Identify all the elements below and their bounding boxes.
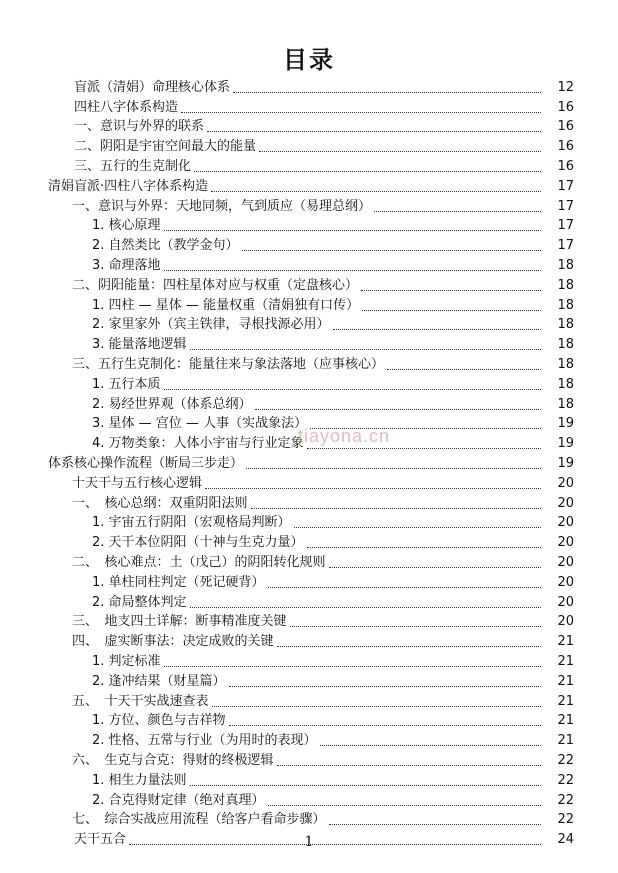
dot-leader xyxy=(307,447,541,449)
toc-entry-title: 四、 虚实断事法：决定成败的关键 xyxy=(72,634,274,650)
toc-entry-title: 2. 天干本位阴阳（十神与生克力量） xyxy=(92,535,304,551)
dot-leader xyxy=(277,645,541,647)
toc-entry-page: 20 xyxy=(557,515,574,531)
toc-entry[interactable] xyxy=(0,195,618,215)
dot-leader xyxy=(329,566,541,568)
dot-leader xyxy=(190,784,541,786)
toc-entry-page: 22 xyxy=(557,772,574,788)
toc-entry[interactable] xyxy=(0,373,618,393)
dot-leader xyxy=(164,269,541,271)
toc-entry[interactable] xyxy=(0,512,618,532)
dot-leader xyxy=(259,150,541,152)
toc-entry[interactable] xyxy=(0,650,618,670)
toc-entry[interactable] xyxy=(0,314,618,334)
dot-leader xyxy=(190,606,541,608)
dot-leader xyxy=(207,130,541,132)
toc-entry-title: 二、阴阳能量：四柱星体对应与权重（定盘核心） xyxy=(72,277,359,293)
toc-entry-title: 1. 单柱同柱判定（死记硬背） xyxy=(92,574,265,590)
toc-entry[interactable] xyxy=(0,531,618,551)
toc-entry-page: 16 xyxy=(557,158,574,174)
toc-entry[interactable] xyxy=(0,274,618,294)
dot-leader xyxy=(255,408,541,410)
toc-entry-title: 1. 四柱 — 星体 — 能量权重（清娟独有口传） xyxy=(92,297,360,313)
toc-entry-title: 3. 命理落地 xyxy=(92,257,161,273)
toc-entry-title: 2. 易经世界观（体系总纲） xyxy=(92,396,252,412)
toc-entry-title: 二、阴阳是宇宙空间最大的能量 xyxy=(74,139,257,155)
dot-leader xyxy=(233,91,541,93)
toc-entry-page: 17 xyxy=(557,218,574,234)
toc-entry-title: 2. 自然类比（教学金句） xyxy=(92,238,239,254)
toc-entry[interactable] xyxy=(0,611,618,631)
toc-entry-title: 三、五行的生克制化 xyxy=(74,158,192,174)
toc-entry[interactable] xyxy=(0,492,618,512)
toc-entry-title: 七、 综合实战应用流程（给客户看命步骤） xyxy=(72,812,326,828)
dot-leader xyxy=(277,764,541,766)
dot-leader xyxy=(290,625,541,627)
toc-entry-title: 体系核心操作流程（断局三步走） xyxy=(48,455,244,471)
toc-entry[interactable] xyxy=(0,749,618,769)
page-title: 目录 xyxy=(283,45,335,74)
toc-entry-title: 盲派（清娟）命理核心体系 xyxy=(74,79,231,95)
toc-entry-page: 20 xyxy=(557,574,574,590)
toc-entry-page: 12 xyxy=(557,79,574,95)
toc-entry-title: 一、意识与外界的联系 xyxy=(74,119,205,135)
dot-leader xyxy=(320,744,541,746)
toc-entry-title: 一、 核心总纲：双重阴阳法则 xyxy=(72,495,248,511)
toc-entry[interactable] xyxy=(0,76,618,96)
dot-leader xyxy=(307,546,541,548)
toc-entry[interactable] xyxy=(0,215,618,235)
toc-entry-title: 天干五合 xyxy=(74,832,127,848)
toc-entry-title: 六、 生克与合克：得财的终极逻辑 xyxy=(72,752,274,768)
toc-entry[interactable] xyxy=(0,630,618,650)
toc-entry-title: 1. 方位、颜色与吉祥物 xyxy=(92,713,226,729)
toc-entry[interactable] xyxy=(0,472,618,492)
toc-entry-page: 19 xyxy=(557,455,574,471)
toc-entry-page: 18 xyxy=(557,396,574,412)
toc-entry-page: 20 xyxy=(557,495,574,511)
toc-entry-page: 19 xyxy=(557,416,574,432)
page-number: 1 xyxy=(304,834,314,850)
toc-entry-page: 17 xyxy=(557,178,574,194)
toc-entry-title: 二、 核心难点：土（戊己）的阴阳转化规则 xyxy=(72,554,326,570)
dot-leader xyxy=(229,724,541,726)
toc-entry-title: 三、五行生克制化：能量往来与象法落地（应事核心） xyxy=(72,356,385,372)
toc-entry-page: 22 xyxy=(557,812,574,828)
toc-entry-title: 一、意识与外界：天地同频，气到质应（易理总纲） xyxy=(72,198,372,214)
toc-entry[interactable] xyxy=(0,294,618,314)
toc-entry-page: 21 xyxy=(557,634,574,650)
toc-entry-page: 18 xyxy=(557,317,574,333)
toc-entry-page: 19 xyxy=(557,436,574,452)
toc-entry-title: 1. 宇宙五行阴阳（宏观格局判断） xyxy=(92,515,291,531)
toc-entry-title: 3. 星体 — 宫位 — 人事（实战象法） xyxy=(92,416,308,432)
dot-leader xyxy=(329,823,541,825)
toc-entry[interactable] xyxy=(0,670,618,690)
dot-leader xyxy=(164,388,541,390)
watermark: tiayona.cn xyxy=(298,426,391,446)
toc-entry-title: 1. 五行本质 xyxy=(92,376,161,392)
toc-entry[interactable] xyxy=(0,254,618,274)
toc-entry[interactable] xyxy=(0,135,618,155)
toc-entry-title: 1. 判定标准 xyxy=(92,653,161,669)
toc-entry-title: 1. 核心原理 xyxy=(92,218,161,234)
dot-leader xyxy=(164,229,541,231)
toc-entry-title: 2. 性格、五常与行业（为用时的表现） xyxy=(92,733,317,749)
toc-entry-page: 20 xyxy=(557,594,574,610)
toc-entry[interactable] xyxy=(0,393,618,413)
toc-entry[interactable] xyxy=(0,690,618,710)
toc-entry[interactable] xyxy=(0,234,618,254)
toc-entry-page: 22 xyxy=(557,792,574,808)
toc-entry[interactable] xyxy=(0,571,618,591)
dot-leader xyxy=(361,289,541,291)
toc-entry-page: 21 xyxy=(557,713,574,729)
dot-leader xyxy=(387,368,541,370)
toc-entry-page: 22 xyxy=(557,752,574,768)
toc-entry-page: 16 xyxy=(557,139,574,155)
dot-leader xyxy=(181,111,541,113)
toc-entry-title: 1. 相生力量法则 xyxy=(92,772,187,788)
toc-entry-title: 2. 逢冲结果（财星篇） xyxy=(92,673,226,689)
dot-leader xyxy=(205,487,541,489)
toc-entry-title: 清娟盲派·四柱八字体系构造 xyxy=(48,178,209,194)
toc-entry-title: 2. 合克得财定律（绝对真理） xyxy=(92,792,265,808)
toc-entry-title: 十天干与五行核心逻辑 xyxy=(72,475,203,491)
toc-entry-page: 16 xyxy=(557,99,574,115)
toc-entry[interactable] xyxy=(0,175,618,195)
toc-entry-page: 20 xyxy=(557,475,574,491)
toc-entry-page: 20 xyxy=(557,535,574,551)
dot-leader xyxy=(268,804,541,806)
toc-entry-page: 20 xyxy=(557,614,574,630)
dot-leader xyxy=(164,665,541,667)
toc-entry[interactable] xyxy=(0,710,618,730)
toc-entry[interactable] xyxy=(0,551,618,571)
toc-entry-page: 18 xyxy=(557,297,574,313)
toc-entry[interactable] xyxy=(0,96,618,116)
toc-entry-page: 18 xyxy=(557,376,574,392)
dot-leader xyxy=(211,190,541,192)
toc-entry[interactable] xyxy=(0,729,618,749)
toc-entry[interactable] xyxy=(0,452,618,472)
toc-entry-title: 五、 十天干实战速查表 xyxy=(72,693,209,709)
toc-entry[interactable] xyxy=(0,353,618,373)
toc-entry[interactable] xyxy=(0,809,618,829)
toc-entry-title: 三、 地支四土详解：断事精准度关键 xyxy=(72,614,287,630)
dot-leader xyxy=(268,586,541,588)
toc-entry-page: 18 xyxy=(557,277,574,293)
toc-entry-page: 18 xyxy=(557,257,574,273)
dot-leader xyxy=(294,526,541,528)
toc-entry[interactable] xyxy=(0,155,618,175)
dot-leader xyxy=(194,170,541,172)
dot-leader xyxy=(212,705,541,707)
dot-leader xyxy=(333,328,541,330)
toc-entry-title: 2. 命局整体判定 xyxy=(92,594,187,610)
dot-leader xyxy=(229,685,541,687)
dot-leader xyxy=(242,249,541,251)
dot-leader xyxy=(374,210,541,212)
toc-entry[interactable] xyxy=(0,116,618,136)
toc-entry-page: 17 xyxy=(557,238,574,254)
toc-entry[interactable] xyxy=(0,333,618,353)
toc-entry[interactable] xyxy=(0,591,618,611)
dot-leader xyxy=(190,348,541,350)
toc-entry-title: 3. 能量落地逻辑 xyxy=(92,337,187,353)
toc-entry-page: 21 xyxy=(557,733,574,749)
toc-entry-page: 21 xyxy=(557,673,574,689)
toc-entry-page: 18 xyxy=(557,356,574,372)
dot-leader xyxy=(251,507,541,509)
toc-entry-page: 21 xyxy=(557,693,574,709)
toc-entry[interactable] xyxy=(0,769,618,789)
dot-leader xyxy=(362,309,541,311)
toc-entry-page: 16 xyxy=(557,119,574,135)
toc-entry-page: 24 xyxy=(557,832,574,848)
toc-entry-title: 4. 万物类象：人体小宇宙与行业定象 xyxy=(92,436,304,452)
dot-leader xyxy=(246,467,541,469)
toc-entry-page: 21 xyxy=(557,653,574,669)
toc-entry-page: 18 xyxy=(557,337,574,353)
toc-entry-title: 2. 家里家外（宾主铁律，寻根找源必用） xyxy=(92,317,330,333)
toc-entry[interactable] xyxy=(0,789,618,809)
toc-entry-title: 四柱八字体系构造 xyxy=(74,99,179,115)
toc-entry-page: 20 xyxy=(557,554,574,570)
toc-entry-page: 17 xyxy=(557,198,574,214)
